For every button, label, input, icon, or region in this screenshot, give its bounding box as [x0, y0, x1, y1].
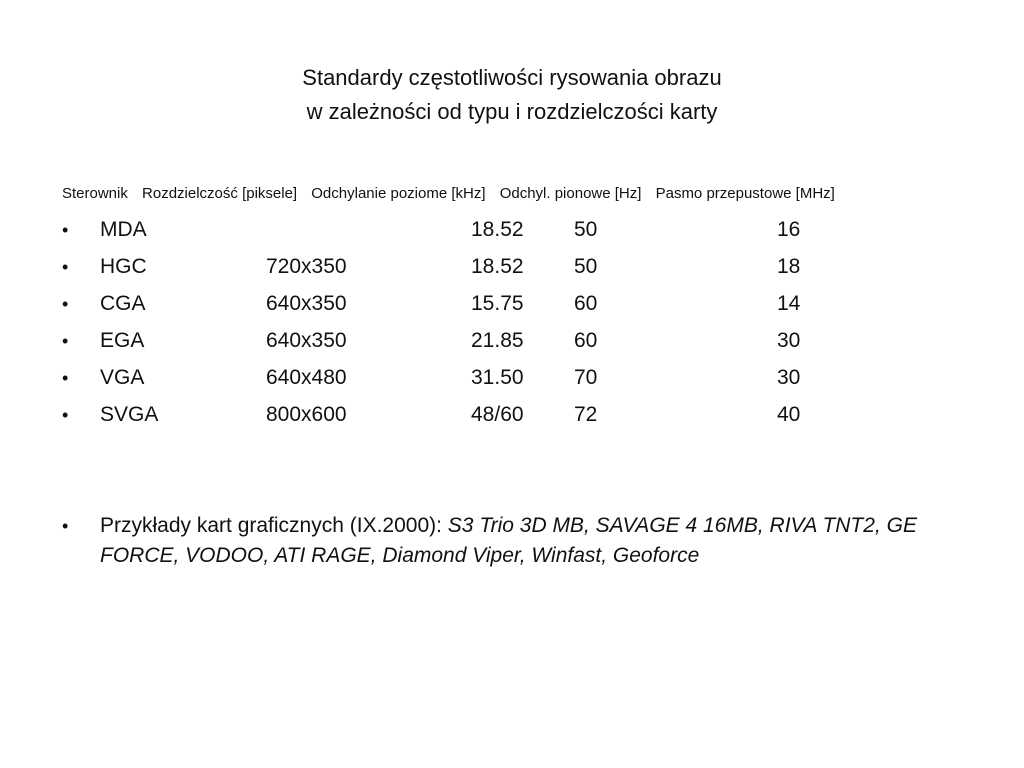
controller-name: MDA	[100, 218, 147, 241]
horizontal-frequency-value: 48/60	[471, 403, 524, 426]
title-line-2: w zależności od typu i rozdzielczości karty	[306, 99, 718, 124]
bandwidth-value: 16	[777, 218, 801, 241]
horizontal-frequency-value: 15.75	[471, 292, 524, 315]
resolution-value: 720x350	[266, 255, 347, 278]
examples-text	[100, 511, 980, 571]
controller-name: VGA	[100, 366, 145, 389]
bandwidth-value: 18	[777, 255, 801, 278]
bullet-icon: •	[62, 516, 69, 536]
resolution-value: 640x350	[266, 292, 347, 315]
header-horizontal-frequency: Odchylanie poziome [kHz]	[311, 185, 486, 202]
header-resolution: Rozdzielczość [piksele]	[142, 185, 298, 202]
bullet-icon: •	[62, 294, 69, 314]
vertical-frequency-value: 60	[574, 292, 598, 315]
title-line-1: Standardy częstotliwości rysowania obrazu	[302, 65, 722, 90]
vertical-frequency-value: 70	[574, 366, 598, 389]
examples-card-list: S3 Trio 3D MB, SAVAGE 4 16MB, RIVA TNT2, GE FORCE, VODOO, ATI RAGE, Diamond Viper, Winfast, Geoforce	[100, 514, 917, 567]
bandwidth-value: 40	[777, 403, 801, 426]
horizontal-frequency-value: 18.52	[471, 255, 524, 278]
vertical-frequency-value: 50	[574, 218, 598, 241]
bandwidth-value: 14	[777, 292, 801, 315]
vertical-frequency-value: 60	[574, 329, 598, 352]
header-controller: Sterownik	[62, 185, 128, 202]
bullet-icon: •	[62, 405, 69, 425]
horizontal-frequency-value: 18.52	[471, 218, 524, 241]
examples-prefix: Przykłady kart graficznych (IX.2000):	[100, 514, 448, 537]
vertical-frequency-value: 72	[574, 403, 598, 426]
resolution-value: 640x480	[266, 366, 347, 389]
vertical-frequency-value: 50	[574, 255, 598, 278]
resolution-value: 640x350	[266, 329, 347, 352]
bandwidth-value: 30	[777, 366, 801, 389]
bullet-icon: •	[62, 368, 69, 388]
table-header	[62, 185, 845, 202]
bullet-icon: •	[62, 331, 69, 351]
horizontal-frequency-value: 21.85	[471, 329, 524, 352]
header-bandwidth: Pasmo przepustowe [MHz]	[655, 185, 835, 202]
resolution-value: 800x600	[266, 403, 347, 426]
bandwidth-value: 30	[777, 329, 801, 352]
controller-name: HGC	[100, 255, 147, 278]
bullet-icon: •	[62, 257, 69, 277]
controller-name: CGA	[100, 292, 146, 315]
controller-name: SVGA	[100, 403, 159, 426]
bullet-icon: •	[62, 220, 69, 240]
header-vertical-frequency: Odchyl. pionowe [Hz]	[499, 185, 642, 202]
controller-name: EGA	[100, 329, 145, 352]
horizontal-frequency-value: 31.50	[471, 366, 524, 389]
